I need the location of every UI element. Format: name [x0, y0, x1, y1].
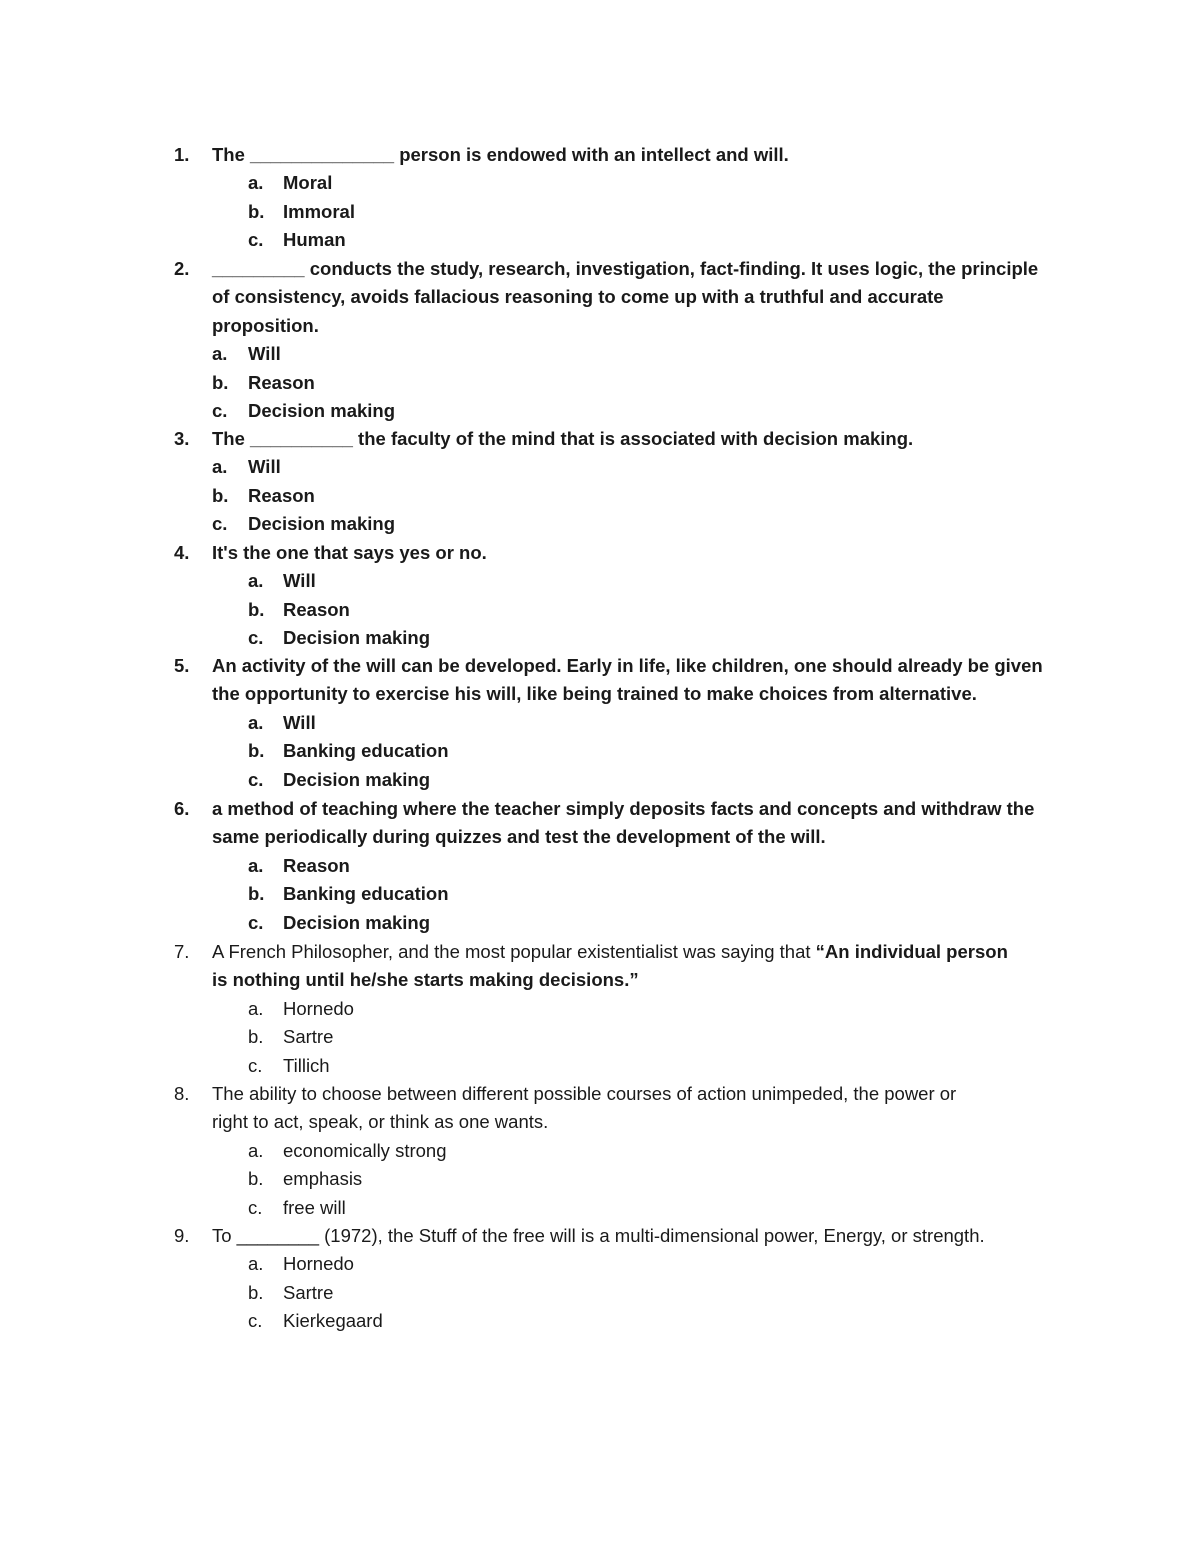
question-text: An activity of the will can be developed. Early in life, like children, one should already be given: [212, 655, 1043, 676]
question-number: 7.: [174, 941, 190, 962]
option-letter: b.: [212, 371, 229, 393]
question-number: 6.: [174, 798, 190, 819]
question-text: It's the one that says yes or no.: [212, 542, 487, 563]
option-text: Will: [248, 456, 281, 478]
option-text: Reason: [248, 484, 315, 506]
option-letter: c.: [248, 1054, 263, 1076]
option-letter: b.: [248, 740, 265, 762]
option-letter: b.: [212, 484, 229, 506]
question-text: [212, 938, 1008, 966]
option-text: Will: [283, 570, 316, 592]
option-text: Sartre: [283, 1281, 334, 1303]
question-quote: is nothing until he/she starts making decisions.”: [212, 969, 639, 991]
option-letter: c.: [248, 768, 264, 790]
question-number: 9.: [174, 1225, 190, 1246]
question-quote: “An individual person: [815, 941, 1008, 962]
question-text: the opportunity to exercise his will, like being trained to make choices from alternative.: [212, 683, 977, 705]
option-letter: b.: [248, 1168, 264, 1190]
option-c[interactable]: [0, 1052, 1200, 1080]
option-letter: b.: [248, 883, 265, 905]
question-number: 1.: [174, 144, 190, 165]
option-b[interactable]: [0, 596, 1200, 624]
question-1: [0, 141, 1200, 255]
option-letter: c.: [212, 513, 228, 535]
question-text: _________ conducts the study, research, investigation, fact-finding. It uses logic, the principle: [212, 258, 1039, 279]
option-letter: c.: [248, 1196, 263, 1218]
option-letter: b.: [248, 200, 265, 222]
option-letter: a.: [248, 1253, 264, 1275]
option-text: Reason: [248, 371, 315, 393]
option-text: Decision making: [283, 911, 431, 933]
question-number: 8.: [174, 1083, 190, 1104]
option-letter: b.: [248, 1026, 264, 1048]
question-text-normal: A French Philosopher, and the most popular existentialist was saying that: [212, 941, 816, 962]
option-text: Will: [248, 343, 281, 365]
option-b[interactable]: [0, 737, 1200, 765]
question-4: [0, 539, 1200, 653]
option-text: Tillich: [283, 1054, 330, 1076]
option-c[interactable]: [0, 1194, 1200, 1222]
option-letter: c.: [248, 911, 264, 933]
question-3: [0, 425, 1200, 539]
option-letter: a.: [212, 456, 228, 478]
option-letter: a.: [248, 1139, 264, 1161]
option-c[interactable]: [0, 510, 1200, 538]
option-c[interactable]: [0, 909, 1200, 937]
option-letter: c.: [212, 399, 228, 421]
option-letter: a.: [248, 172, 264, 194]
option-c[interactable]: [0, 1307, 1200, 1335]
option-letter: a.: [248, 854, 264, 876]
option-letter: c.: [248, 229, 264, 251]
option-a[interactable]: [0, 340, 1200, 368]
option-b[interactable]: [0, 198, 1200, 226]
question-text: To ________ (1972), the Stuff of the free will is a multi-dimensional power, Energy, or strength.: [212, 1225, 985, 1246]
option-text: Banking education: [283, 740, 449, 762]
question-text: right to act, speak, or think as one wants.: [212, 1111, 549, 1133]
option-text: Sartre: [283, 1026, 334, 1048]
question-5: [0, 652, 1200, 794]
option-letter: a.: [248, 570, 264, 592]
option-c[interactable]: [0, 226, 1200, 254]
option-text: Moral: [283, 172, 333, 194]
question-9: [0, 1222, 1200, 1336]
option-text: Decision making: [248, 399, 396, 421]
option-text: Decision making: [283, 768, 431, 790]
option-b[interactable]: [0, 1023, 1200, 1051]
option-a[interactable]: [0, 169, 1200, 197]
question-number: 4.: [174, 542, 190, 563]
option-a[interactable]: [0, 852, 1200, 880]
question-text: The ability to choose between different possible courses of action unimpeded, the power or: [212, 1083, 957, 1104]
question-8: [0, 1080, 1200, 1222]
question-text: same periodically during quizzes and test the development of the will.: [212, 826, 826, 848]
question-text: [212, 966, 639, 994]
option-text: Reason: [283, 854, 350, 876]
question-number: 5.: [174, 655, 190, 676]
option-text: Kierkegaard: [283, 1310, 383, 1332]
question-number: 3.: [174, 428, 190, 449]
option-text: Hornedo: [283, 1253, 354, 1275]
option-a[interactable]: [0, 1137, 1200, 1165]
question-text: The __________ the faculty of the mind that is associated with decision making.: [212, 428, 914, 449]
option-b[interactable]: [0, 1165, 1200, 1193]
option-b[interactable]: [0, 482, 1200, 510]
question-text: of consistency, avoids fallacious reasoning to come up with a truthful and accurate: [212, 286, 944, 308]
option-text: Banking education: [283, 883, 449, 905]
option-letter: a.: [212, 343, 228, 365]
option-c[interactable]: [0, 397, 1200, 425]
option-text: Hornedo: [283, 997, 354, 1019]
option-a[interactable]: [0, 453, 1200, 481]
option-a[interactable]: [0, 1250, 1200, 1278]
option-letter: b.: [248, 1281, 264, 1303]
option-text: Immoral: [283, 200, 355, 222]
option-text: Human: [283, 229, 346, 251]
option-text: economically strong: [283, 1139, 447, 1161]
option-a[interactable]: [0, 995, 1200, 1023]
question-text: proposition.: [212, 314, 319, 336]
option-text: free will: [283, 1196, 346, 1218]
question-2: [0, 255, 1200, 425]
question-text: The ______________ person is endowed with an intellect and will.: [212, 144, 789, 165]
option-b[interactable]: [0, 880, 1200, 908]
option-a[interactable]: [0, 567, 1200, 595]
question-text: a method of teaching where the teacher simply deposits facts and concepts and withdraw the: [212, 798, 1035, 819]
option-text: Will: [283, 711, 316, 733]
option-letter: a.: [248, 997, 264, 1019]
option-letter: b.: [248, 598, 265, 620]
option-text: Decision making: [248, 513, 396, 535]
option-text: Decision making: [283, 627, 431, 649]
question-7: [0, 938, 1200, 1080]
option-b[interactable]: [0, 1279, 1200, 1307]
option-text: emphasis: [283, 1168, 363, 1190]
option-letter: c.: [248, 627, 264, 649]
option-b[interactable]: [0, 369, 1200, 397]
option-a[interactable]: [0, 709, 1200, 737]
option-letter: c.: [248, 1310, 263, 1332]
option-letter: a.: [248, 711, 264, 733]
question-6: [0, 795, 1200, 937]
question-number: 2.: [174, 258, 190, 279]
option-text: Reason: [283, 598, 350, 620]
option-c[interactable]: [0, 766, 1200, 794]
option-c[interactable]: [0, 624, 1200, 652]
